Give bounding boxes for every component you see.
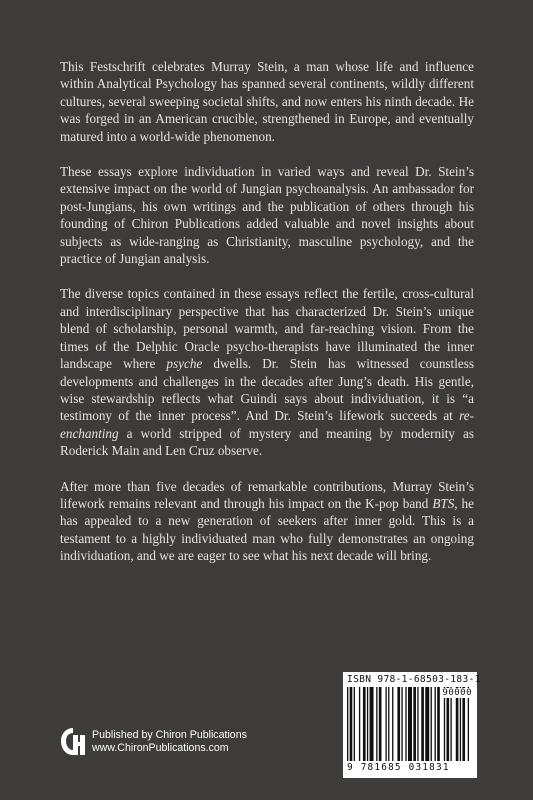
price-code: 90000 (442, 688, 472, 698)
ean-digits: 9 781685 031831 (347, 762, 450, 773)
publisher-text (92, 729, 247, 755)
text-segment: After more than five decades of remarkable contributions, Murray Stein’s lifework remains relevant and through his impact on the K-pop band (60, 478, 474, 511)
barcode-bar (363, 687, 366, 761)
text-segment: The diverse topics contained in these essays reflect the fertile, cross-cultural and interdisciplinary perspective that has characterized Dr. Stein’s unique blend of scholarship, personal warmth, and far-reaching vision. From the times of the Delphic Oracle psycho-therapists have illuminated the inner landscape where (60, 286, 474, 372)
barcode-bar (376, 687, 377, 761)
barcode-bar (401, 687, 402, 761)
barcode-bar (446, 687, 449, 761)
barcode-bar (408, 687, 412, 761)
paragraph-2 (60, 163, 474, 267)
text-segment: a world stripped of mystery and meaning by modernity as Roderick Main and Len Cruz observe. (60, 425, 474, 459)
isbn-barcode (343, 672, 481, 778)
barcode-bar (397, 687, 400, 761)
italic-text: psyche (166, 356, 203, 372)
barcode-bar (350, 687, 353, 761)
text-segment: , he has appealed to a new generation of seekers after inner gold. This is a testament to a highly individuated man who fully demonstrates an ongoing individuation, and we are eager to see what his next decade will bring. (60, 495, 474, 564)
barcode-bar (354, 687, 355, 761)
barcode-bars (347, 687, 473, 761)
barcode-bar (437, 687, 440, 761)
barcode-bar (379, 687, 382, 761)
barcode-bar (405, 687, 406, 761)
paragraph-1 (60, 58, 474, 145)
barcode-bar (367, 687, 368, 761)
chiron-logo-icon (60, 727, 86, 757)
publisher-website: www.ChironPublications.com (92, 742, 229, 754)
barcode-bar (460, 687, 461, 761)
paragraph-4 (60, 478, 474, 565)
barcode-bar (421, 687, 424, 761)
barcode-bar (388, 687, 389, 761)
publisher-name: Published by Chiron Publications (92, 729, 247, 741)
paragraph-3 (60, 285, 474, 459)
barcode-bar (417, 687, 418, 761)
barcode-bar (435, 687, 436, 761)
italic-text: BTS (432, 495, 455, 511)
barcode-bar (462, 687, 465, 761)
text-segment: dwells. Dr. Stein has witnessed counstless developments and challenges in the decades after Jung’s death. His gentle, wise stewardship reflects what Guindi says about individuation, it is “a testimony of the inner process”. And Dr. Stein’s lifework succeeds at (60, 356, 474, 424)
publisher-info (60, 727, 247, 757)
barcode-bar (392, 687, 393, 761)
back-cover-blurb (60, 58, 474, 565)
barcode-bar (370, 687, 374, 761)
isbn-number: ISBN 978-1-68503-183-1 (347, 674, 481, 685)
barcode-bar (456, 687, 459, 761)
text-segment: This Festschrift celebrates Murray Stein, a man whose life and influence within Analytical Psychology has spanned several continents, wildly different cultures, several sweeping societal shifts, and now enters his ninth decade. He was forged in an American crucible, strengthened in Europe, and eventually matured into a world-wide phenomenon. (60, 59, 474, 144)
barcode-bar (450, 687, 451, 761)
barcode-bar (413, 687, 416, 761)
text-segment: These essays explore individuation in varied ways and reveal Dr. Stein’s extensive impact on the world of Jungian psychoanalysis. An ambassador for post-Jungians, his own writings and the publication of others through his founding of Chiron Publications added valuable and novel insights about subjects as wide-ranging as Christianity, masculine psychology, and the practice of Jungian analysis. (60, 164, 474, 267)
barcode-bar (347, 687, 348, 761)
barcode-bar (431, 687, 432, 761)
barcode-bar (425, 687, 429, 761)
italic-text: re-enchanting (60, 408, 474, 441)
barcode-bar (359, 687, 360, 761)
barcode-bar (385, 687, 386, 761)
barcode-bar (468, 687, 469, 761)
barcode-bar (444, 687, 445, 761)
